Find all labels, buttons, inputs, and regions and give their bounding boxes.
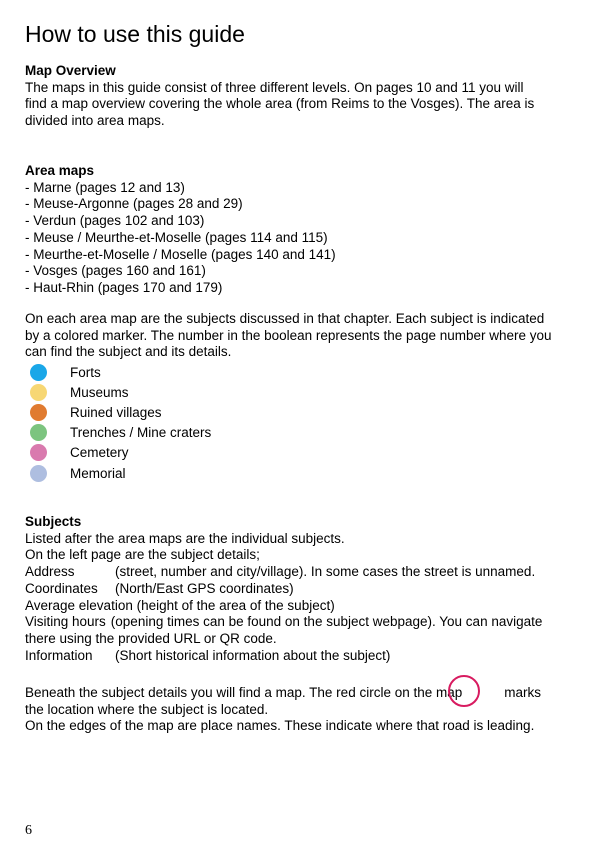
legend-label: Memorial — [70, 465, 126, 481]
legend-label: Forts — [70, 364, 101, 380]
ruined-villages-marker-icon — [30, 404, 47, 421]
legend-label: Ruined villages — [70, 404, 162, 420]
map-overview-heading: Map Overview — [25, 63, 116, 78]
area-maps-list — [25, 180, 580, 297]
marker-intro-line: can find the subject and its details. — [25, 344, 232, 360]
legend-label: Cemetery — [70, 445, 129, 461]
coordinates-row — [25, 581, 580, 598]
map-note-line: On the edges of the map are place names. These indicate where that road is leading. — [25, 718, 535, 734]
legend-label: Trenches / Mine craters — [70, 425, 212, 441]
legend-item-forts — [25, 362, 211, 382]
map-overview-section — [25, 63, 580, 130]
legend-label: Museums — [70, 384, 129, 400]
subjects-line: Listed after the area maps are the individual subjects. — [25, 530, 345, 546]
page-title: How to use this guide — [25, 21, 245, 47]
area-map-item: - Verdun (pages 102 and 103) — [25, 213, 205, 229]
cemetery-marker-icon — [30, 444, 47, 461]
trenches-marker-icon — [30, 424, 47, 441]
museums-marker-icon — [30, 384, 47, 401]
area-map-item: - Haut-Rhin (pages 170 and 179) — [25, 279, 223, 295]
subjects-section — [25, 514, 580, 664]
information-row — [25, 648, 580, 665]
visiting-term: Visiting hours — [25, 614, 106, 630]
address-desc: (street, number and city/village). In some cases the street is unnamed. — [115, 564, 536, 580]
area-map-item: - Marne (pages 12 and 13) — [25, 179, 185, 195]
overview-line: divided into area maps. — [25, 113, 165, 129]
map-note-line: the location where the subject is located. — [25, 701, 269, 717]
area-map-item: - Meurthe-et-Moselle / Moselle (pages 140 and 141) — [25, 246, 336, 262]
legend-item-ruined-villages — [25, 402, 211, 422]
map-note-marks: marks — [504, 685, 541, 700]
visiting-desc: (opening times can be found on the subject webpage). You can navigate — [110, 614, 543, 630]
legend-item-memorial — [25, 463, 211, 483]
area-map-item: - Meuse / Meurthe-et-Moselle (pages 114 and 115) — [25, 229, 328, 245]
legend-item-museums — [25, 382, 211, 402]
coordinates-desc: (North/East GPS coordinates) — [115, 580, 294, 596]
overview-line: find a map overview covering the whole area (from Reims to the Vosges). The area is — [25, 96, 535, 112]
page-number: 6 — [25, 823, 32, 838]
legend-item-cemetery — [25, 443, 211, 463]
forts-marker-icon — [30, 364, 47, 381]
marker-intro-line: by a colored marker. The number in the boolean represents the page number where you — [25, 327, 552, 343]
coordinates-term: Coordinates — [25, 580, 98, 596]
map-note-section — [25, 685, 580, 735]
subjects-heading: Subjects — [25, 514, 82, 529]
legend-item-trenches — [25, 423, 211, 443]
visiting-row — [25, 614, 580, 631]
red-location-circle-icon — [448, 675, 480, 707]
address-row — [25, 564, 580, 581]
memorial-marker-icon — [30, 465, 47, 482]
map-note-line — [25, 685, 580, 702]
area-map-item: - Meuse-Argonne (pages 28 and 29) — [25, 196, 243, 212]
marker-intro-line: On each area map are the subjects discussed in that chapter. Each subject is indicated — [25, 311, 545, 326]
area-map-item: - Vosges (pages 160 and 161) — [25, 263, 206, 279]
subjects-line: On the left page are the subject details; — [25, 547, 260, 563]
map-note-text: Beneath the subject details you will find a map. The red circle on the map — [25, 685, 463, 700]
marker-legend — [25, 362, 211, 483]
address-term: Address — [25, 564, 75, 580]
visiting-continuation: there using the provided URL or QR code. — [25, 630, 277, 646]
information-term: Information — [25, 647, 93, 663]
overview-line: The maps in this guide consist of three different levels. On pages 10 and 11 you will — [25, 79, 524, 95]
area-maps-section — [25, 163, 580, 297]
information-desc: (Short historical information about the subject) — [115, 647, 391, 663]
area-maps-heading: Area maps — [25, 163, 95, 178]
marker-intro — [25, 311, 580, 361]
elevation-line: Average elevation (height of the area of the subject) — [25, 597, 335, 613]
